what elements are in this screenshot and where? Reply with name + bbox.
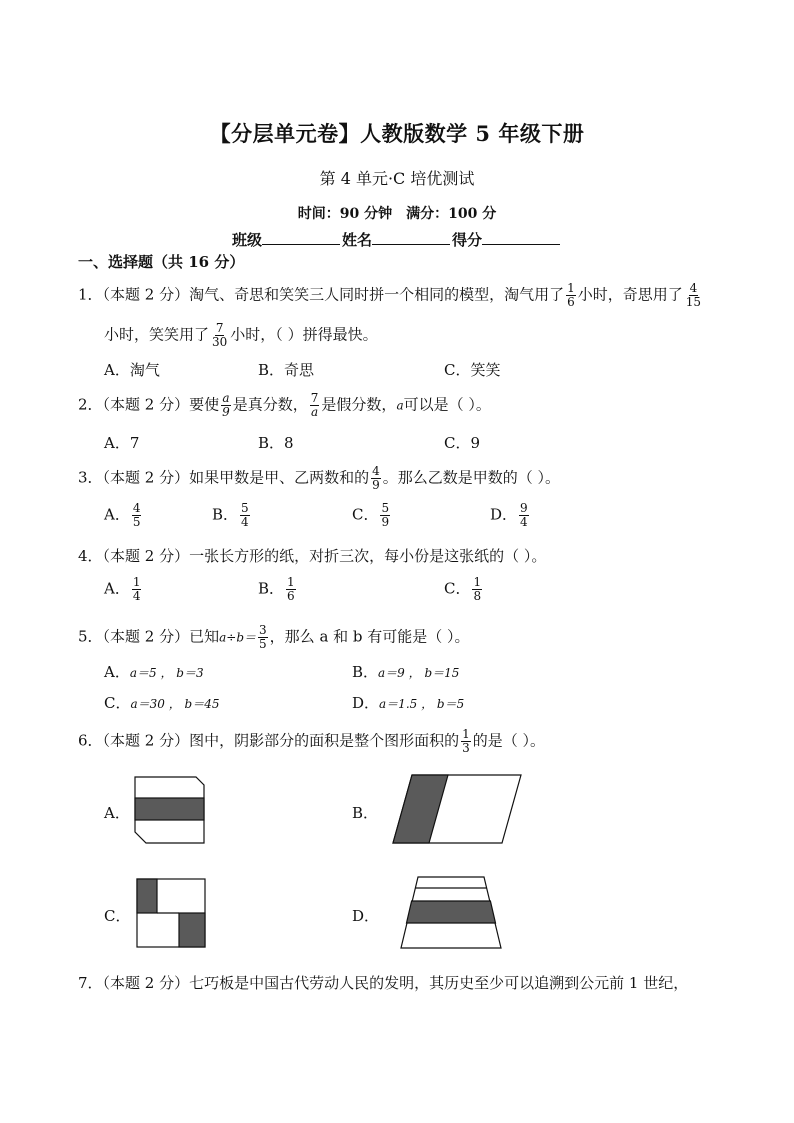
q6-figure-c[interactable]	[136, 878, 206, 948]
q6-figure-a[interactable]	[134, 776, 206, 844]
question-3-text-end: 。那么乙数是甲数的（ ）。	[382, 468, 561, 487]
question-2-text-end: 可以是（ ）。	[403, 395, 491, 414]
q3-option-b-fraction: $\frac{5}{4}$	[241, 501, 249, 529]
q4-option-b-label: B．	[258, 579, 285, 598]
fraction-1-6: $\frac{1}{6}$	[567, 281, 575, 309]
q6-option-a-label[interactable]: A．	[104, 804, 130, 822]
figure-a-shaded-band	[135, 798, 204, 820]
q3-option-a[interactable]	[104, 502, 143, 529]
fraction-1-3: $\frac{1}{3}$	[462, 727, 470, 755]
question-5-text: 5．（本题 2 分）已知	[78, 627, 220, 646]
question-1-line-2	[104, 322, 378, 349]
q6-option-b-label[interactable]: B．	[352, 804, 379, 822]
class-label: 班级	[231, 231, 262, 249]
q2-option-b[interactable]: B．8	[258, 434, 294, 452]
question-5-text-end: ，那么 a 和 b 有可能是（ ）。	[269, 627, 470, 646]
q5-option-d[interactable]	[352, 692, 464, 713]
q4-option-c-label: C．	[444, 579, 471, 598]
q6-option-c-label[interactable]: C．	[104, 907, 131, 925]
fraction-3-5: $\frac{3}{5}$	[259, 623, 267, 651]
q5-option-b[interactable]	[352, 661, 459, 682]
variable-a: a	[396, 398, 404, 413]
grade-blank[interactable]	[482, 230, 560, 245]
question-6	[78, 728, 545, 755]
q4-option-a-fraction: $\frac{1}{4}$	[132, 575, 141, 603]
class-blank[interactable]	[262, 230, 340, 245]
q3-option-d-label: D．	[490, 505, 518, 524]
q5-option-c[interactable]	[104, 692, 220, 713]
figure-c-shaded-bottom-right	[179, 913, 205, 947]
q4-option-b[interactable]	[258, 576, 298, 603]
figure-d-shaded-band	[407, 901, 496, 923]
q1-option-c[interactable]: C．笑笑	[444, 361, 501, 379]
fraction-a-9: $\frac{a}{9}$	[222, 391, 230, 419]
page-subtitle: 第 4 单元·C 培优测试	[319, 169, 475, 188]
q4-option-c-fraction: $\frac{1}{8}$	[473, 575, 482, 603]
q3-option-a-label: A．	[104, 505, 130, 524]
name-label: 姓名	[341, 231, 372, 249]
q5-option-d-value: a＝1.5 ， b＝5	[379, 697, 465, 711]
q3-option-c[interactable]	[352, 502, 392, 529]
question-2-text: 2．（本题 2 分）要使	[78, 395, 220, 414]
q1-option-b[interactable]: B．奇思	[258, 361, 315, 379]
q1-option-a[interactable]: A．淘气	[104, 361, 160, 379]
q3-option-b-label: B．	[212, 505, 239, 524]
q6-figure-b[interactable]	[392, 774, 522, 844]
question-1-text-line2: 小时，笑笑用了	[104, 325, 210, 344]
question-5	[78, 624, 470, 651]
expression-a-div-b: a÷b＝	[219, 630, 257, 645]
time-info: 时间：90 分钟	[297, 206, 393, 222]
question-6-text: 6．（本题 2 分）图中，阴影部分的面积是整个图形面积的	[78, 731, 460, 750]
fraction-7-a: $\frac{7}{a}$	[310, 391, 319, 419]
q5-option-a-label: A．	[104, 663, 130, 681]
question-1-text: 1．（本题 2 分）淘气、奇思和笑笑三人同时拼一个相同的模型，淘气用了	[78, 285, 565, 304]
q5-option-a[interactable]	[104, 661, 204, 682]
q3-option-d-fraction: $\frac{9}{4}$	[520, 501, 528, 529]
q2-option-a[interactable]: A．7	[104, 434, 140, 452]
q6-figure-d[interactable]	[400, 876, 502, 950]
q2-option-c[interactable]: C．9	[444, 434, 481, 452]
fraction-4-15: $\frac{4}{15}$	[685, 281, 702, 309]
fraction-7-30: $\frac{7}{30}$	[212, 321, 228, 349]
fraction-4-9: $\frac{4}{9}$	[372, 464, 380, 492]
q4-option-b-fraction: $\frac{1}{6}$	[287, 575, 295, 603]
figure-c-shaded-top-left	[137, 879, 157, 913]
q5-option-a-value: a＝5 ， b＝3	[129, 666, 204, 680]
q5-option-c-value: a＝30 ， b＝45	[130, 697, 220, 711]
q3-option-a-fraction: $\frac{4}{5}$	[132, 501, 141, 529]
page-title: 【分层单元卷】人教版数学 5 年级下册	[209, 121, 585, 146]
q5-option-c-label: C．	[104, 694, 131, 712]
section-title: 一、选择题（共 16 分）	[78, 253, 245, 271]
q6-option-d-label[interactable]: D．	[352, 907, 380, 925]
name-blank[interactable]	[372, 230, 450, 245]
q3-option-c-label: C．	[352, 505, 379, 524]
question-6-text-end: 的是（ ）。	[472, 731, 546, 750]
q5-option-d-label: D．	[352, 694, 380, 712]
grade-label: 得分	[452, 231, 483, 249]
q3-option-b[interactable]	[212, 502, 252, 529]
q5-option-b-value: a＝9 ， b＝15	[378, 666, 460, 680]
question-2	[78, 392, 491, 419]
q5-option-b-label: B．	[352, 663, 379, 681]
q3-option-c-fraction: $\frac{5}{9}$	[381, 501, 390, 529]
question-7: 7．（本题 2 分）七巧板是中国古代劳动人民的发明，其历史至少可以追溯到公元前 1 世纪，	[78, 974, 689, 992]
question-1-line-1	[78, 282, 704, 309]
exam-meta	[0, 203, 794, 223]
question-4: 4．（本题 2 分）一张长方形的纸，对折三次，每小份是这张纸的（ ）。	[78, 547, 547, 565]
q4-option-a-label: A．	[104, 579, 130, 598]
student-fields	[0, 229, 794, 250]
q4-option-a[interactable]	[104, 576, 143, 603]
question-1-text-end: 小时，（ ）拼得最快。	[230, 325, 378, 344]
question-2-text-mid1: 是真分数，	[232, 395, 308, 414]
question-3-text: 3．（本题 2 分）如果甲数是甲、乙两数和的	[78, 468, 370, 487]
q4-option-c[interactable]	[444, 576, 484, 603]
question-3	[78, 465, 560, 492]
score-info: 满分：100 分	[406, 206, 497, 222]
question-2-text-mid2: 是假分数，	[321, 395, 397, 414]
q3-option-d[interactable]	[490, 502, 531, 529]
question-1-text-mid: 小时，奇思用了	[577, 285, 683, 304]
